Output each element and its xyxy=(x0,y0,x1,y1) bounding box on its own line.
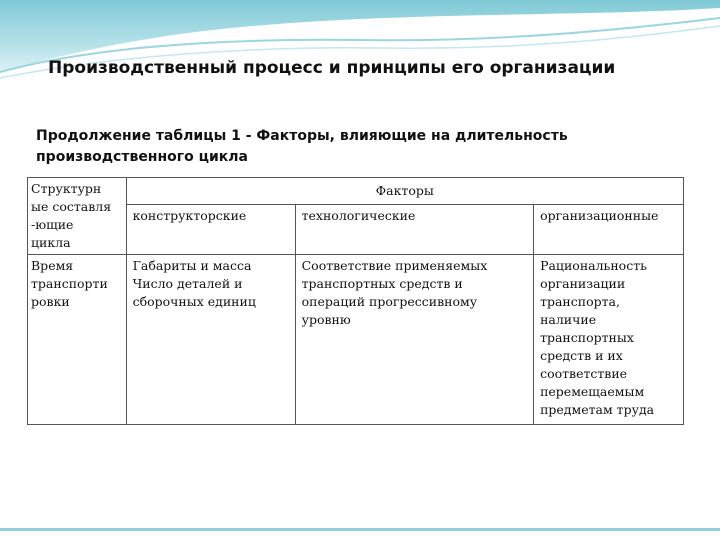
technological-factors-cell xyxy=(295,255,533,425)
corner-header-line: ые составля xyxy=(31,199,112,214)
column-header-design: конструкторские xyxy=(126,205,295,255)
factors-header-cell: Факторы xyxy=(126,178,683,205)
design-factor-line: сборочных единиц xyxy=(132,294,256,309)
organizational-factor-line: Рациональность xyxy=(540,258,647,273)
technological-factor-line: операций прогрессивному xyxy=(301,294,478,309)
technological-factor-line: транспортных средств и xyxy=(301,276,463,291)
organizational-factor-line: соответствие xyxy=(540,366,628,381)
design-factors-cell xyxy=(126,255,295,425)
table-caption: Продолжение таблицы 1 - Факторы, влияющие на длительность производственного цикла xyxy=(36,128,568,165)
slide-title: Производственный процесс и принципы его организации xyxy=(48,58,616,78)
organizational-factor-line: транспорта, xyxy=(540,294,620,309)
organizational-factor-line: наличие xyxy=(540,312,597,327)
row-label-line: транспорти xyxy=(31,276,108,291)
footer-divider xyxy=(0,528,720,531)
organizational-factor-line: организации xyxy=(540,276,626,291)
column-header-organizational: организационные xyxy=(534,205,684,255)
organizational-factor-line: перемещаемым xyxy=(540,384,645,399)
table-row xyxy=(28,255,684,425)
organizational-factor-line: средств и их xyxy=(540,348,623,363)
table-subheader-row xyxy=(28,205,684,255)
row-label-line: Время xyxy=(31,258,74,273)
table-header-row xyxy=(28,178,684,205)
design-factor-line: Габариты и масса xyxy=(132,258,252,273)
corner-header-line: Структурн xyxy=(31,181,102,196)
corner-header-line: -ющие xyxy=(31,217,74,232)
corner-header-cell xyxy=(28,178,127,255)
row-label-line: ровки xyxy=(31,294,70,309)
organizational-factor-line: транспортных xyxy=(540,330,634,345)
corner-header-line: цикла xyxy=(31,235,71,250)
factors-table xyxy=(27,177,684,425)
organizational-factor-line: предметам труда xyxy=(540,402,655,417)
design-factor-line: Число деталей и xyxy=(132,276,243,291)
organizational-factors-cell xyxy=(534,255,684,425)
technological-factor-line: Соответствие применяемых xyxy=(301,258,488,273)
column-header-technological: технологические xyxy=(295,205,533,255)
technological-factor-line: уровню xyxy=(301,312,351,327)
row-label-cell xyxy=(28,255,127,425)
